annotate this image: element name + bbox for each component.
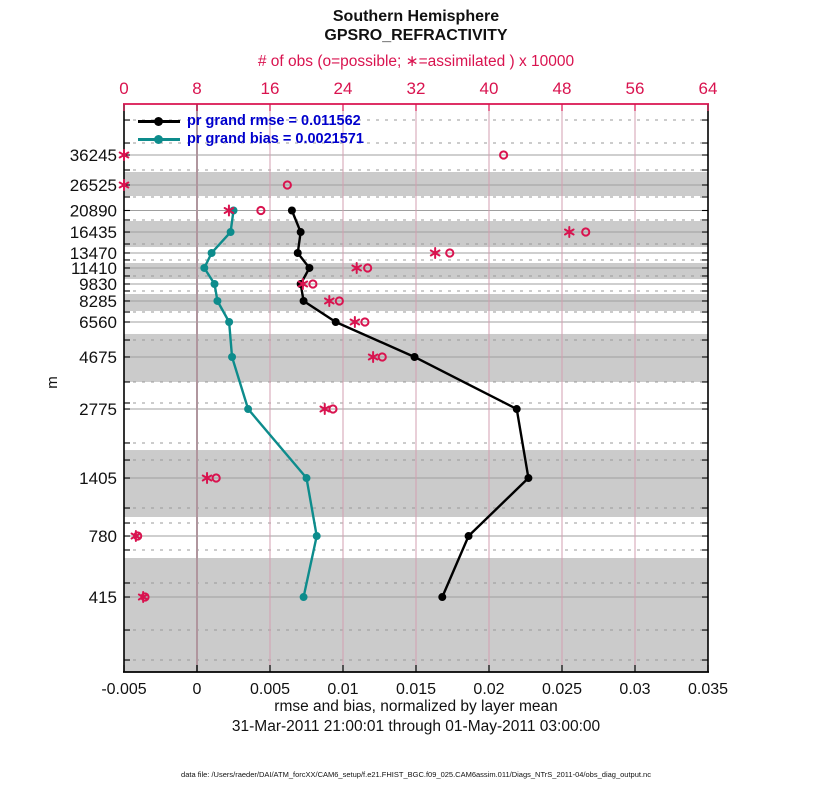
rmse-point	[300, 297, 308, 305]
x-tick-label: 0.03	[619, 681, 651, 698]
chart-title: Southern Hemisphere	[332, 8, 500, 25]
top-tick-label: 0	[119, 79, 129, 98]
bias-point	[213, 297, 221, 305]
bias-point	[228, 353, 236, 361]
bias-point	[225, 318, 233, 326]
rmse-point	[297, 228, 305, 236]
x-tick-label: 0.015	[395, 681, 437, 698]
x-tick-label: 0.005	[249, 681, 291, 698]
y-tick-label: 13470	[69, 243, 117, 263]
y-tick-label: 415	[88, 588, 117, 608]
legend-label-bias: pr grand bias = 0.0021571	[187, 131, 364, 147]
x-tick-label: 0.035	[687, 681, 729, 698]
y-tick-label: 9830	[79, 274, 117, 294]
rmse-point	[294, 249, 302, 257]
top-tick-label: 56	[625, 79, 645, 98]
chart-subtitle: GPSRO_REFRACTIVITY	[324, 27, 508, 44]
bias-point	[200, 264, 208, 272]
bias-point	[227, 228, 235, 236]
y-tick-label: 780	[88, 527, 117, 547]
top-tick-label: 48	[552, 79, 572, 98]
y-tick-label: 1405	[79, 469, 117, 489]
rmse-point	[288, 207, 296, 215]
date-range-label: 31-Mar-2011 21:00:01 through 01-May-2011 03:00:00	[231, 718, 601, 735]
y-tick-label: 26525	[69, 175, 117, 195]
rmse-line-swatch	[138, 120, 180, 123]
top-tick-label: 64	[698, 79, 718, 98]
y-tick-label: 2775	[79, 400, 117, 420]
rmse-point	[411, 353, 419, 361]
bias-line-swatch	[138, 138, 180, 141]
legend	[138, 112, 364, 148]
bias-point	[313, 532, 321, 540]
data-file-path: data file: /Users/raeder/DAI/ATM_forcXX/CAM6_setup/f.e21.FHIST_BGC.f09_025.CAM6assim.011/Diags_NTrS_2011-04/obs_diag_output.nc	[181, 770, 651, 779]
y-tick-label: 11410	[70, 258, 117, 278]
top-axis-label: # of obs (o=possible; ∗=assimilated ) x 10000	[257, 53, 575, 70]
legend-row-rmse	[138, 112, 364, 130]
bias-point	[211, 280, 219, 288]
top-tick-label: 16	[260, 79, 280, 98]
legend-label-rmse: pr grand rmse = 0.011562	[187, 113, 361, 129]
rmse-marker-icon	[154, 117, 163, 126]
rmse-point	[305, 264, 313, 272]
y-tick-label: 36245	[69, 146, 117, 166]
top-tick-label: 8	[192, 79, 202, 98]
top-tick-label: 32	[406, 79, 426, 98]
rmse-point	[465, 532, 473, 540]
rmse-point	[332, 318, 340, 326]
bias-marker-icon	[154, 135, 163, 144]
top-tick-label: 24	[333, 79, 353, 98]
y-tick-label: 20890	[69, 201, 117, 221]
y-axis-label: m	[43, 376, 61, 389]
x-axis-label: rmse and bias, normalized by layer mean	[274, 698, 558, 715]
y-tick-label: 8285	[79, 291, 117, 311]
bias-point	[208, 249, 216, 257]
bias-point	[244, 405, 252, 413]
x-tick-label: 0.025	[541, 681, 583, 698]
rmse-point	[438, 593, 446, 601]
bias-point	[303, 474, 311, 482]
legend-row-bias	[138, 130, 364, 148]
x-tick-label: -0.005	[101, 681, 147, 698]
bias-point	[300, 593, 308, 601]
y-tick-label: 16435	[69, 223, 117, 243]
rmse-point	[524, 474, 532, 482]
x-tick-label: 0.02	[473, 681, 505, 698]
y-tick-label: 4675	[79, 347, 117, 367]
top-tick-label: 40	[479, 79, 499, 98]
rmse-point	[513, 405, 521, 413]
y-tick-label: 6560	[79, 312, 117, 332]
x-tick-label: 0	[192, 681, 202, 698]
x-tick-label: 0.01	[327, 681, 359, 698]
